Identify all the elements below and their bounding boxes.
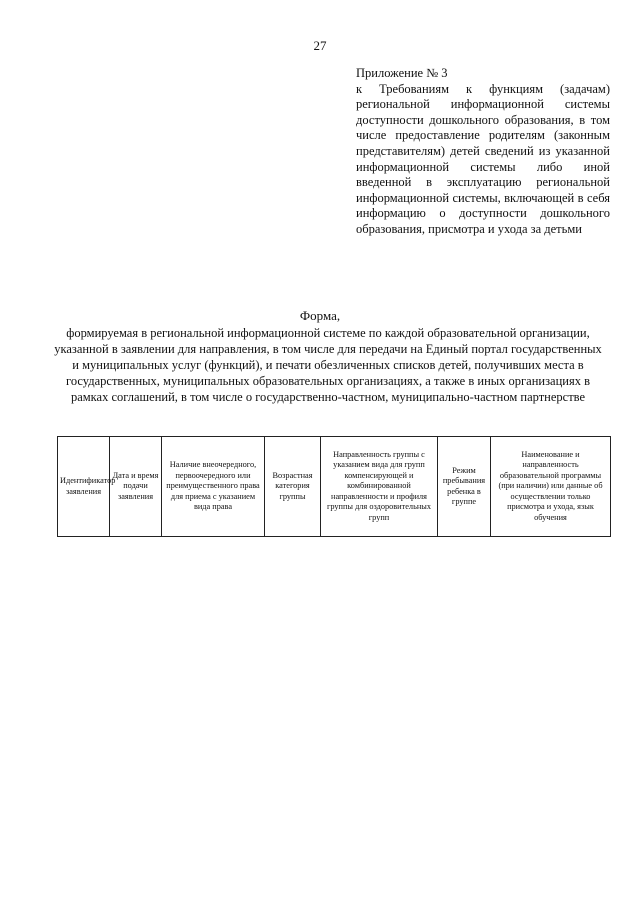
- form-table: [57, 436, 611, 537]
- column-header-stay-mode: Режим пребывания ребенка в группе: [438, 437, 491, 537]
- column-header-application-id: Идентификатор заявления: [58, 437, 110, 537]
- column-header-group-focus: Направленность группы с указанием вида для групп компенсирующей и комбинированной направленности и профиля группы для оздоровительных групп: [321, 437, 438, 537]
- form-subtitle: формируемая в региональной информационной системе по каждой образовательной организации, указанной в заявлении для направления, в том числе для передачи на Единый портал государственных и муниципальных услуг (функций), и печати обезличенных списков детей, получивших места в государственных, муниципальных образовательных организациях, а также в иных организациях в рамках соглашений, в том числе о государственно-частном, муниципально-частном партнерстве: [54, 326, 602, 404]
- column-header-age-category: Возрастная категория группы: [265, 437, 321, 537]
- table-header-row: [58, 437, 611, 537]
- form-title: Форма,: [299, 308, 341, 323]
- column-header-educational-program: Наименование и направленность образовательной программы (при наличии) или данные об осуществлении только присмотра и ухода, язык обучения: [491, 437, 611, 537]
- page-number: 27: [313, 38, 327, 53]
- appendix-title: Приложение № 3: [356, 66, 448, 80]
- appendix-block: [356, 66, 610, 238]
- column-header-submission-datetime: Дата и время подачи заявления: [110, 437, 162, 537]
- appendix-text: к Требованиям к функциям (задачам) региональной информационной системы доступности дошкольного образования, в том числе предоставление родителям (законным представителям) детей сведений из указанной информационной системы либо иной введенной в эксплуатацию региональной информационной системы, включающей в себя информацию о доступности дошкольного образования, присмотра и ухода за детьми: [356, 81, 610, 236]
- column-header-priority-right: Наличие внеочередного, первоочередного или преимущественного права для приема с указанием вида права: [162, 437, 265, 537]
